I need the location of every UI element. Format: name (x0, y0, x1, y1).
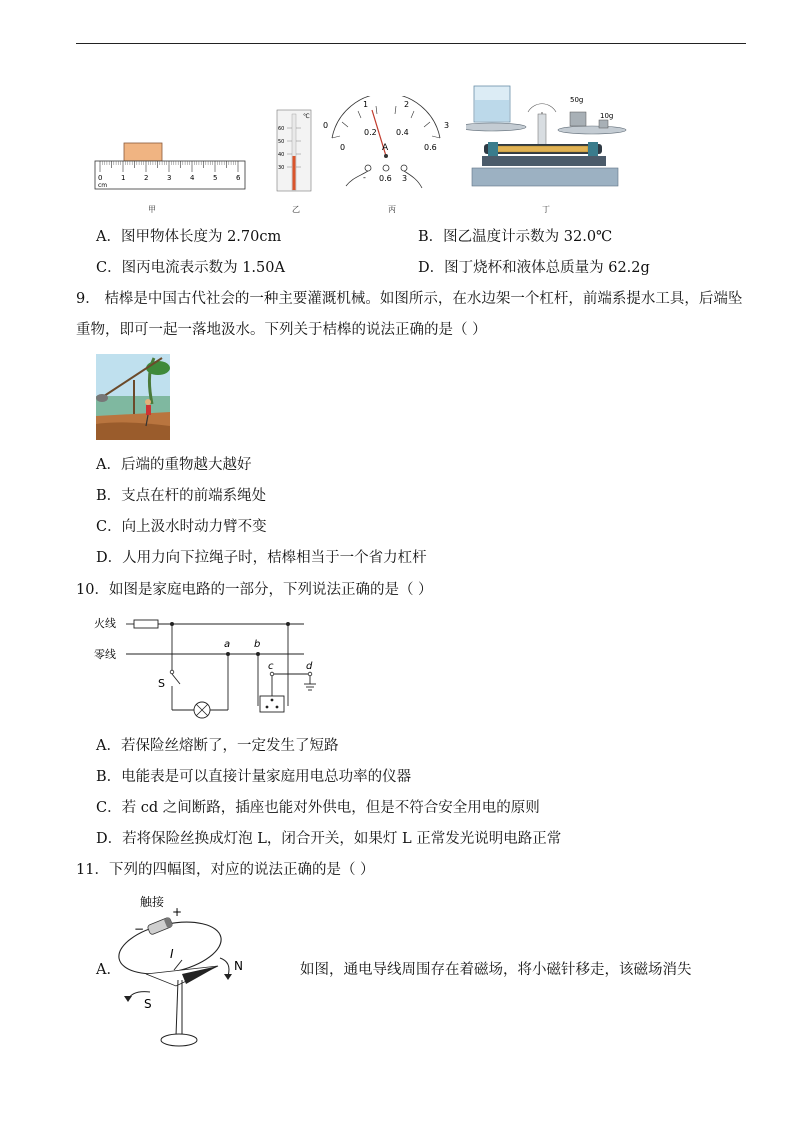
ruler-tick-3: 3 (167, 174, 172, 182)
q11-stem: 11．下列的四幅图，对应的说法正确的是（ ） (76, 862, 375, 878)
neutral-wire-label: 零线 (94, 648, 116, 661)
fuse (134, 620, 158, 628)
caption-bing: 丙 (388, 205, 396, 214)
ammeter-top-2: 2 (404, 100, 410, 109)
caption-yi: 乙 (292, 205, 300, 214)
contact-label: 触接 (140, 895, 165, 909)
point-c: c (268, 661, 274, 672)
weight-50g: 50g (570, 96, 584, 104)
ammeter-bottom-1: 0.2 (364, 128, 377, 137)
ruler-tick-6: 6 (236, 174, 241, 182)
plus-label: + (172, 905, 183, 919)
ammeter-top-1: 1 (363, 100, 369, 109)
ammeter-bottom-2: 0.4 (396, 128, 409, 137)
thermometer-unit: ℃ (303, 113, 310, 120)
q10-option-b: B．电能表是可以直接计量家庭用电总功率的仪器 (96, 769, 412, 785)
q9-option-c: C．向上汲水时动力臂不变 (96, 519, 267, 535)
household-circuit-diagram (92, 612, 324, 720)
ammeter-unit: A (382, 143, 389, 153)
q10-option-d: D．若将保险丝换成灯泡 L，闭合开关，如果灯 L 正常发光说明电路正常 (96, 831, 562, 847)
q10-option-a: A．若保险丝熔断了，一定发生了短路 (96, 738, 339, 754)
socket-icon (260, 696, 284, 712)
q9-stem-line2: 重物，即可一起一落地汲水。下列关于桔槔的说法正确的是（ ） (76, 322, 487, 338)
q10-stem: 10．如图是家庭电路的一部分，下列说法正确的是（ ） (76, 582, 433, 598)
q11-option-a-label: A． (96, 962, 121, 978)
live-wire-label: 火线 (94, 617, 116, 630)
switch-s (172, 674, 180, 684)
thermo-tick-60: 60 (278, 126, 285, 132)
caption-ding: 丁 (542, 205, 550, 214)
header-rule (76, 43, 746, 44)
ruler-tick-2: 2 (144, 174, 149, 182)
ruler-tick-1: 1 (121, 174, 126, 182)
switch-label: S (158, 677, 165, 690)
ammeter-top-0: 0 (323, 121, 329, 130)
battery-icon (147, 917, 173, 935)
ruler-unit: cm (98, 182, 108, 189)
thermo-tick-30: 30 (278, 165, 285, 171)
q9-option-d: D．人用力向下拉绳子时，桔槔相当于一个省力杠杆 (96, 550, 427, 566)
ammeter-top-3: 3 (444, 121, 450, 130)
ruler-figure (94, 138, 248, 198)
ammeter-terminal-3: 3 (402, 174, 408, 183)
q9-option-b: B．支点在杆的前端系绳处 (96, 488, 267, 504)
q8-option-c: C．图丙电流表示数为 1.50A (96, 260, 285, 276)
q11-option-a-text: 如图，通电导线周围存在着磁场，将小磁针移走，该磁场消失 (300, 962, 692, 978)
minus-label: − (134, 922, 145, 936)
jiegao-illustration (96, 354, 170, 440)
q8-option-a: A．图甲物体长度为 2.70cm (96, 229, 282, 245)
thermo-tick-40: 40 (278, 152, 285, 158)
north-label: N (234, 959, 243, 973)
q8-option-d: D．图丁烧杯和液体总质量为 62.2g (418, 260, 650, 276)
ammeter-terminal-minus: - (363, 173, 366, 182)
thermometer-figure (275, 108, 313, 193)
ruler-tick-0: 0 (98, 174, 103, 182)
ammeter-bottom-0: 0 (340, 143, 346, 152)
current-label: I (170, 947, 174, 961)
ruler-tick-5: 5 (213, 174, 218, 182)
q10-option-c: C．若 cd 之间断路，插座也能对外供电，但是不符合安全用电的原则 (96, 800, 540, 816)
balance-figure (466, 82, 628, 194)
q9-option-a: A．后端的重物越大越好 (96, 457, 252, 473)
weight-10g: 10g (600, 112, 614, 120)
ammeter-figure (320, 96, 452, 196)
point-d: d (306, 661, 313, 672)
thermo-tick-50: 50 (278, 139, 285, 145)
q9-stem-line1: 9． 桔槔是中国古代社会的一种主要灌溉机械。如图所示，在水边架一个杠杆，前端系提水工具，后端坠 (76, 291, 743, 307)
ammeter-terminal-06: 0.6 (379, 174, 392, 183)
south-label: S (144, 997, 152, 1011)
point-b: b (254, 639, 261, 650)
point-a: a (224, 639, 231, 650)
ammeter-bottom-3: 0.6 (424, 143, 437, 152)
oersted-experiment-figure (116, 890, 288, 1050)
q8-option-b: B．图乙温度计示数为 32.0℃ (418, 229, 613, 245)
caption-jia: 甲 (148, 205, 156, 214)
ruler-tick-4: 4 (190, 174, 195, 182)
